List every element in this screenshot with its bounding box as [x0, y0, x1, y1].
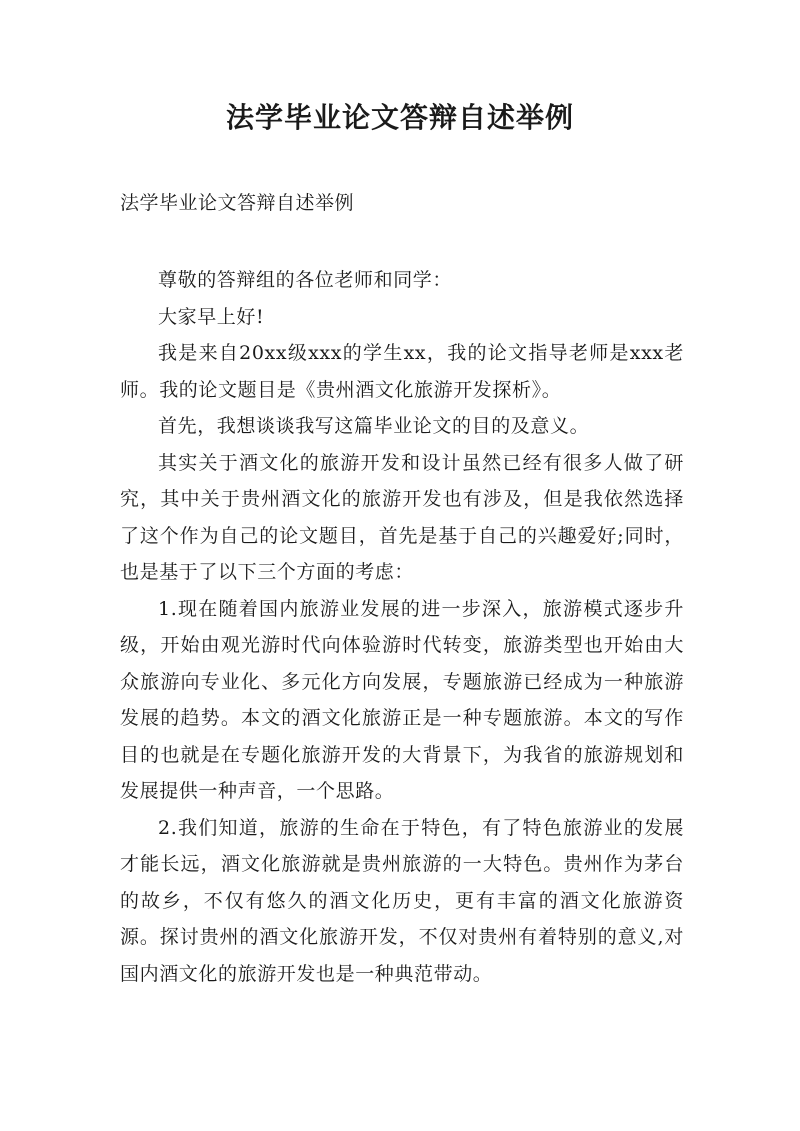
- reason-one-paragraph: 1.现在随着国内旅游业发展的进一步深入，旅游模式逐步升级，开始由观光游时代向体验游时代转变，旅游类型也开始由大众旅游向专业化、多元化方向发展，专题旅游已经成为一种旅游发展的趋势。本文的酒文化旅游正是一种专题旅游。本文的写作目的也就是在专题化旅游开发的大背景下，为我省的旅游规划和发展提供一种声音，一个思路。: [120, 597, 684, 802]
- document-body: [120, 262, 684, 992]
- introduction-paragraph: 我是来自20xx级xxx的学生xx，我的论文指导老师是xxx老师。我的论文题目是《贵州酒文化旅游开发探析》。: [120, 342, 684, 401]
- document-title: 法学毕业论文答辩自述举例: [225, 101, 574, 134]
- document-subtitle: 法学毕业论文答辩自述举例: [120, 192, 355, 214]
- background-paragraph: 其实关于酒文化的旅游开发和设计虽然已经有很多人做了研究，其中关于贵州酒文化的旅游开发也有涉及，但是我依然选择了这个作为自己的论文题目，首先是基于自己的兴趣爱好;同时，也是基于了以下三个方面的考虑：: [120, 451, 684, 583]
- greeting-paragraph: 大家早上好!: [158, 305, 265, 328]
- salutation-paragraph: 尊敬的答辩组的各位老师和同学：: [158, 269, 453, 291]
- reason-two-paragraph: 2.我们知道，旅游的生命在于特色，有了特色旅游业的发展才能长远，酒文化旅游就是贵州旅游的一大特色。贵州作为茅台的故乡，不仅有悠久的酒文化历史，更有丰富的酒文化旅游资源。探讨贵州的酒文化旅游开发，不仅对贵州有着特别的意义,对国内酒文化的旅游开发也是一种典范带动。: [120, 816, 684, 985]
- purpose-paragraph: 首先，我想谈谈我写这篇毕业论文的目的及意义。: [158, 415, 590, 437]
